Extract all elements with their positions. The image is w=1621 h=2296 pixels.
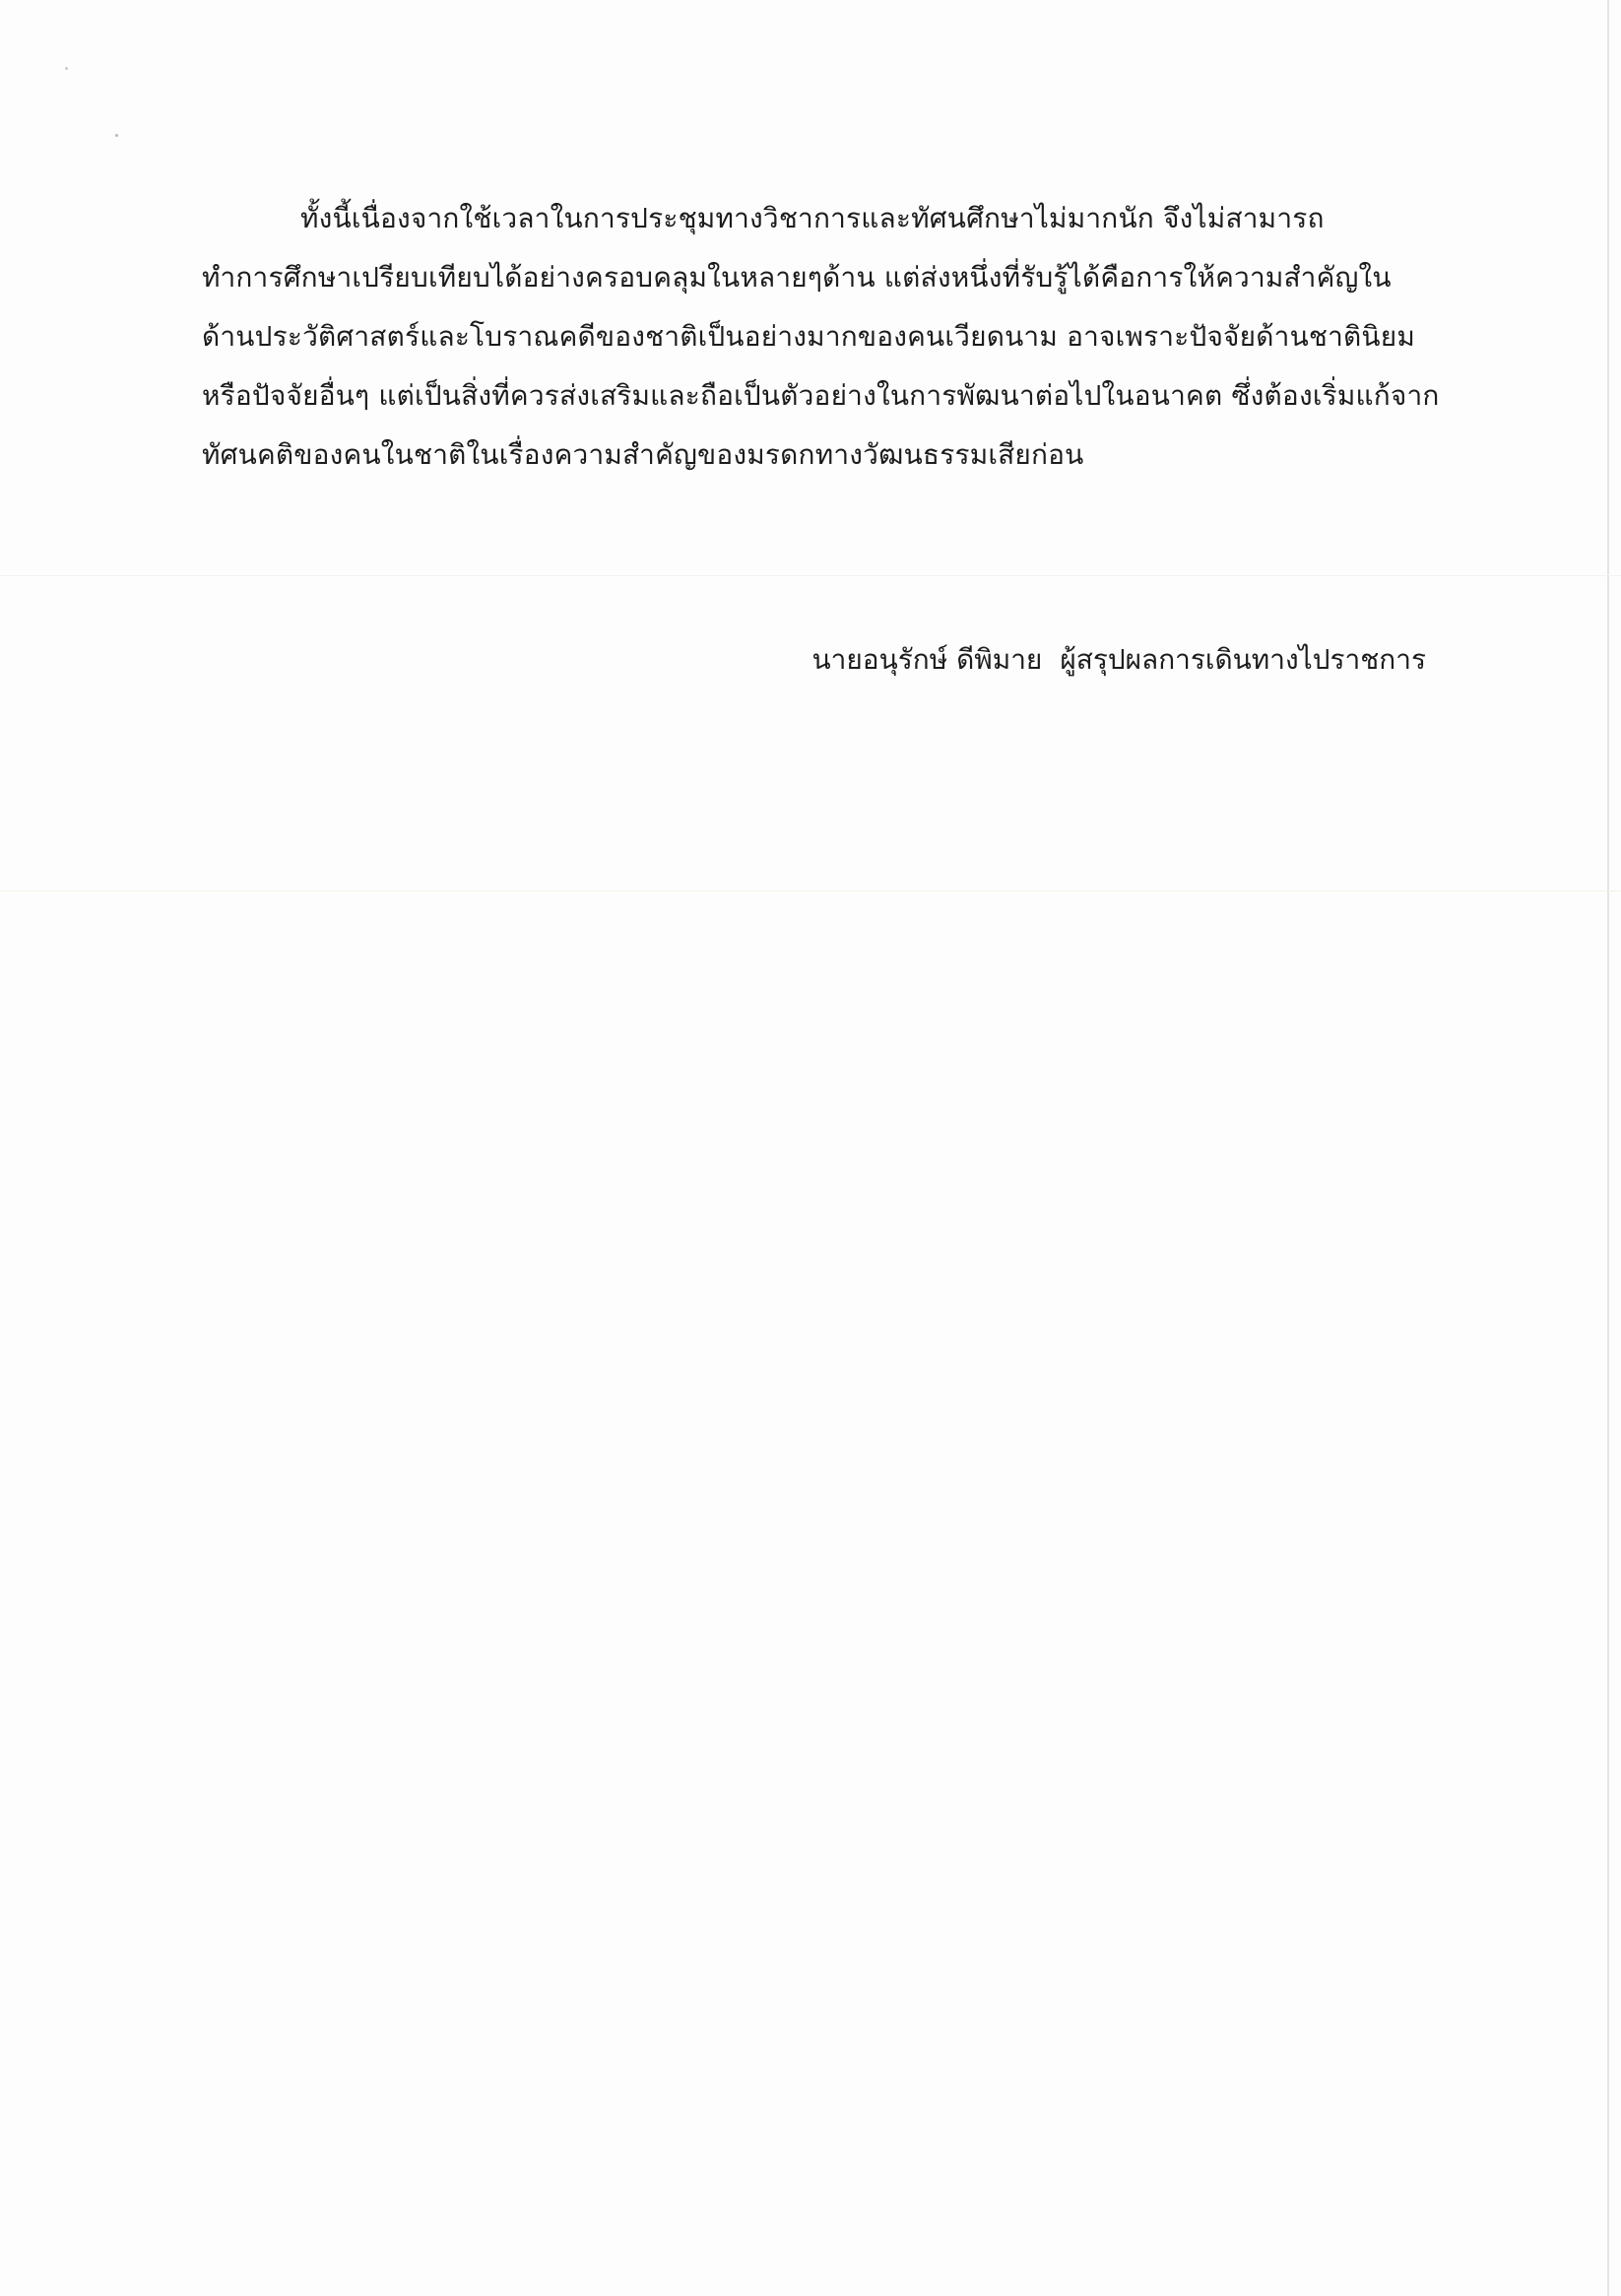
paragraph-line: ทั้งนี้เนื่องจากใช้เวลาในการประชุมทางวิชาการและทัศนศึกษาไม่มากนัก จึงไม่สามารถ [300, 202, 1325, 234]
paragraph-line: หรือปัจจัยอื่นๆ แต่เป็นสิ่งที่ควรส่งเสริมและถือเป็นตัวอย่างในการพัฒนาต่อไปในอนาคต ซึ่งต้องเริ่มแก้จาก [202, 379, 1440, 412]
paragraph-line: ทำการศึกษาเปรียบเทียบได้อย่างครอบคลุมในหลายๆด้าน แต่ส่งหนึ่งที่รับรู้ได้คือการให้ความสำคัญใน [202, 261, 1392, 294]
paragraph-line: ด้านประวัติศาสตร์และโบราณคดีของชาติเป็นอย่างมากของคนเวียดนาม อาจเพราะปัจจัยด้านชาตินิยม [202, 320, 1416, 353]
scan-artifact-line [0, 890, 1621, 891]
scan-artifact-line [0, 575, 1621, 576]
scan-speck [65, 67, 68, 70]
scan-speck [115, 134, 118, 137]
signature-block [812, 630, 1426, 689]
summary-paragraph [202, 189, 1440, 485]
page-edge-shadow [1607, 0, 1609, 2296]
paragraph-line: ทัศนคติของคนในชาติในเรื่องความสำคัญของมรดกทางวัฒนธรรมเสียก่อน [202, 438, 1084, 471]
signer-role: ผู้สรุปผลการเดินทางไปราชการ [1060, 643, 1426, 676]
signer-name: นายอนุรักษ์ ดีพิมาย [811, 643, 1043, 676]
